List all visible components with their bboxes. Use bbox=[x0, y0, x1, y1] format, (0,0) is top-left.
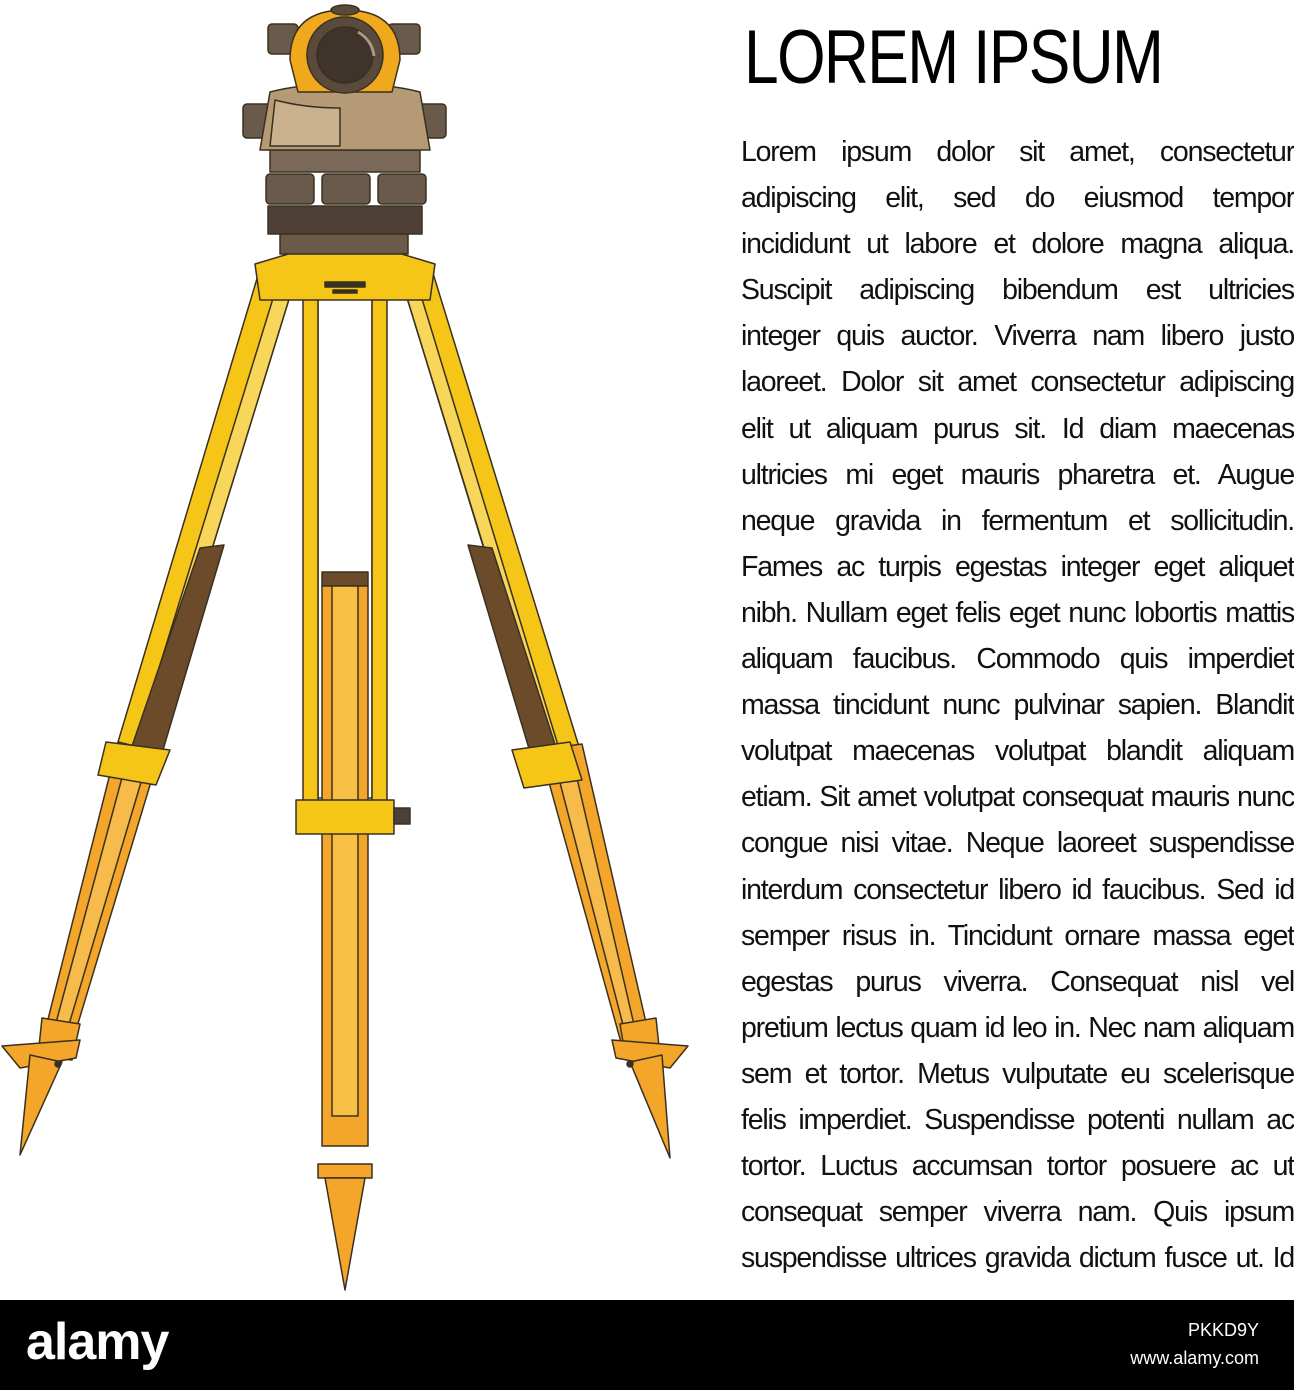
tripod-right-leg bbox=[396, 262, 688, 1158]
image-id: PKKD9Y bbox=[1187, 1320, 1259, 1340]
body-line: egestas purus viverra. Consequat nisl vel bbox=[741, 965, 1294, 998]
body-line: etiam. Sit amet volutpat consequat mauris nunc bbox=[741, 781, 1294, 814]
body-line: elit ut aliquam purus sit. Id diam maecenas bbox=[741, 412, 1294, 445]
body-line: sem et tortor. Metus vulputate eu scelerisque bbox=[741, 1057, 1294, 1090]
body-line: neque gravida in fermentum et sollicitudin. bbox=[741, 504, 1294, 537]
body-line: congue nisi vitae. Neque laoreet suspendisse bbox=[741, 827, 1294, 860]
tripod-head bbox=[255, 252, 435, 300]
body-line: tortor. Luctus accumsan tortor posuere ac ut bbox=[741, 1150, 1294, 1183]
body-line: Fames ac turpis egestas integer eget aliquet bbox=[741, 550, 1294, 583]
body-line: Lorem ipsum dolor sit amet, consectetur bbox=[741, 136, 1294, 168]
body-line: suspendisse ultrices gravida dictum fusce ut. Id bbox=[741, 1242, 1294, 1275]
body-line: nibh. Nullam eget felis eget nunc lobortis mattis bbox=[741, 596, 1294, 629]
body-line: felis imperdiet. Suspendisse potenti nullam ac bbox=[741, 1103, 1294, 1136]
body-line: volutpat maecenas volutpat blandit aliquam bbox=[741, 735, 1294, 768]
body-line: consequat semper viverra nam. Quis ipsum bbox=[741, 1196, 1294, 1229]
tripod-left-leg bbox=[2, 262, 298, 1155]
brand-logo: alamy bbox=[26, 1313, 169, 1371]
body-line: ultricies mi eget mauris pharetra et. Augue bbox=[741, 458, 1294, 491]
automatic-level-instrument bbox=[243, 5, 446, 150]
body-line: laoreet. Dolor sit amet consectetur adipiscing bbox=[741, 366, 1294, 399]
site-url: www.alamy.com bbox=[1130, 1348, 1259, 1368]
image-id-block bbox=[1130, 1316, 1259, 1372]
body-line: massa tincidunt nunc pulvinar sapien. Blandit bbox=[741, 689, 1294, 722]
body-line: integer quis auctor. Viverra nam libero justo bbox=[741, 320, 1294, 353]
body-line: Suscipit adipiscing bibendum est ultricies bbox=[741, 274, 1294, 307]
body-line: adipiscing elit, sed do eiusmod tempor bbox=[741, 182, 1294, 215]
body-paragraph bbox=[741, 129, 1294, 1281]
body-line: incididunt ut labore et dolore magna aliqua. bbox=[741, 228, 1294, 261]
watermark-footer-bar bbox=[0, 1300, 1294, 1390]
body-line: aliquam faucibus. Commodo quis imperdiet bbox=[741, 643, 1294, 676]
body-line: semper risus in. Tincidunt ornare massa eget bbox=[741, 919, 1294, 952]
page-title: LOREM IPSUM bbox=[744, 15, 1163, 100]
body-line: interdum consectetur libero id faucibus. Sed id bbox=[741, 873, 1294, 906]
body-line: pretium lectus quam id leo in. Nec nam aliquam bbox=[741, 1011, 1294, 1044]
tripod-center-leg bbox=[296, 270, 410, 1290]
level-base bbox=[266, 150, 426, 254]
